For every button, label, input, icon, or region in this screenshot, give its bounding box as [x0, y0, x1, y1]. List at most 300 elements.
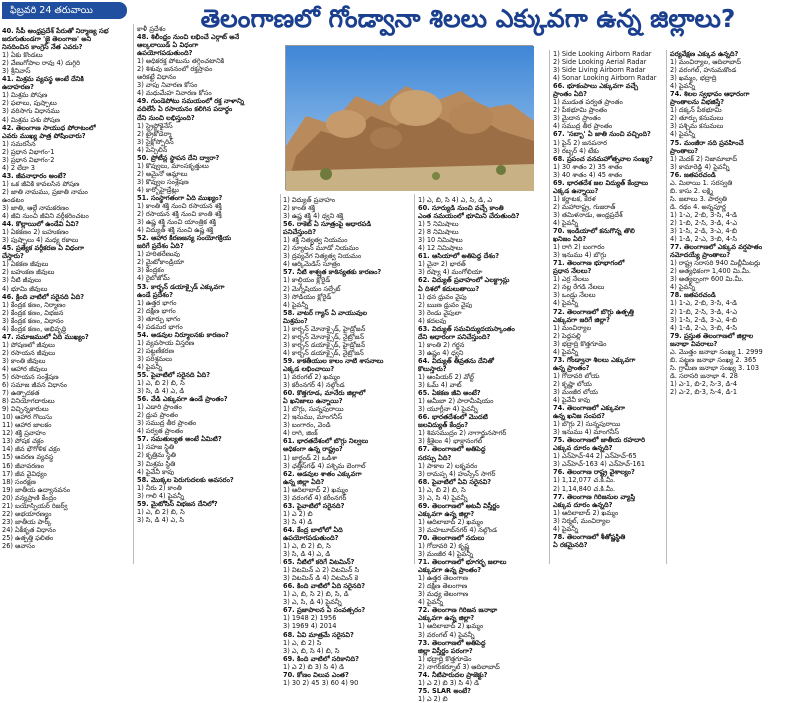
answer-option: 1) పోషణలో జీవులు: [2, 340, 55, 349]
question-text: 71. తెలంగాణ భూభాగంలో: [553, 259, 625, 268]
question-text: 69. భారతదేశ జల విద్యుత్ కేంద్రాలు: [553, 178, 649, 187]
answer-option: 3) ఎ, సి 4) పైవన్నీ: [418, 493, 468, 502]
question-text: ఖనిజం ఏది?: [553, 235, 587, 244]
answer-option: 1) ఎడారి ప్రాంతం: [137, 403, 182, 412]
answer-option: 3) నీటి జీవులు: [2, 276, 42, 285]
question-text: ఉండే ప్రదేశం?: [137, 290, 173, 299]
answer-option: సి. గ్రామీణ జనాభా సంఖ్య 3. 103: [670, 363, 760, 372]
question-text: ఉన్న జిల్లా ఏది?: [283, 477, 325, 486]
answer-option: 3) భద్రాద్రి కొత్తగూడెం: [553, 339, 607, 348]
answer-option: 3) ఎన్‌హెచ్-163 4) ఎన్‌హెచ్-161: [553, 460, 646, 469]
answer-option: 3) ప్రధాన విభాగం-2: [2, 155, 55, 164]
answer-option: 1) కేంద్రక కణం, నిర్మాణం: [2, 300, 66, 309]
answer-option: 2) మెగ్నీషియం సల్ఫేట్: [283, 284, 341, 293]
answer-option: 1) రాగి 2) బంగారం: [553, 243, 605, 252]
answer-option: 4) ఆహార జీవులు: [2, 364, 48, 373]
answer-option: 2) దక్షిణ తెలంగాణ: [418, 582, 468, 591]
answer-option: 2) వరంగల్, హనుమకొండ: [670, 66, 737, 75]
answer-option: 3) Side Living Airborn Radar: [553, 66, 646, 75]
question-text: చేస్తారు?: [2, 252, 24, 261]
question-text: 59. మైటోసిస్ విభజన దేనిలో?: [137, 499, 218, 508]
question-text: పర్యవేక్షణ ఎక్కువ ఉన్నది?: [670, 50, 739, 58]
answer-option: 2) పీఠభూమి ప్రాంతం: [553, 106, 608, 115]
answer-option: 2) అత్యధికంగా 1,400 మి.మీ.: [670, 267, 751, 276]
answer-option: 4) పెన్సిలిన్: [137, 145, 168, 154]
question-text: 78. తెలంగాణలో శీతోష్ణస్థితి: [553, 532, 626, 541]
question-text: కొలుస్తారు?: [418, 364, 447, 373]
answer-option: 23) జాతీయ పార్క్: [2, 517, 52, 526]
question-text: 65. ఏకకణ జీవి అంటే?: [418, 389, 481, 398]
question-text: 62. అడవుల శాతం ఎక్కువగా: [283, 469, 362, 478]
answer-option: 18) సంరక్షణ: [2, 477, 36, 486]
answer-option: 2) నాగర్‌కర్నూల్ 3) ఆదిలాబాద్: [418, 662, 500, 671]
answer-option: 4) పైవేవీ కావు: [553, 396, 591, 405]
answer-option: 1) జార్ఖండ్ 2) ఒడిశా: [283, 453, 338, 462]
answer-option: 2) అమైనో ఆమ్లాలు: [137, 169, 188, 178]
question-text: మిశ్రమం?: [283, 316, 308, 325]
answer-option: 2) ప్రధాన విభాగం-1: [2, 147, 55, 156]
answer-option: 3) వరంగల్ 4) కరీంనగర్: [283, 493, 347, 502]
question-text: ఉపయోగపడుతుంది?: [137, 49, 193, 58]
answer-option: 1) విటమిన్ ఎ 2) విటమిన్ సి: [283, 566, 360, 575]
answer-option: 3) మహబూబ్‌నగర్ 4) నల్గొండ: [418, 525, 497, 534]
question-text: ఎక్కువగా జరిగే జిల్లా?: [553, 315, 610, 324]
answer-option: 2) Side Looking Aerial Radar: [553, 58, 647, 67]
question-text: ఎక్కడ లభించాయి?: [283, 364, 335, 373]
answer-option: 3) కామారెడ్డి 4) పైవన్నీ: [670, 162, 730, 171]
question-text: ఎంత సమయంలో భూమిని చేరుతుంది?: [418, 212, 520, 221]
question-text: 53. కార్బన్ డయాక్సైడ్ ఎక్కువగా: [137, 282, 225, 291]
answer-option: 3) కార్బన్ డయాక్సైడ్, హైడ్రోజన్: [283, 340, 366, 349]
question-column-6: [670, 50, 798, 564]
question-column-5: [553, 50, 663, 564]
answer-option: 3) సైక్లోస్పోరిన్: [137, 137, 174, 146]
answer-option: 1) సమరసేన: [2, 139, 36, 148]
question-text: 49. గుండెపోటు సమయంలో రక్త నాళాన్ని: [137, 97, 245, 106]
question-text: 75. SLAR అంటే?: [418, 686, 471, 695]
answer-option: 3) తూర్పు భాగం: [137, 314, 181, 323]
answer-option: 1) చైనా 2) భారత్: [418, 260, 466, 269]
answer-option: 4) పైవన్నీ: [418, 598, 444, 607]
answer-option: 4) Sonar Looking Airborn Radar: [553, 74, 657, 83]
question-text: ఎక్కువగా ఉన్న ప్రాంతం?: [418, 566, 482, 575]
question-text: 68. పైవాటిలో ఏవి సరైనవి?: [418, 477, 492, 486]
answer-option: 3) పరిశ్రమలు: [137, 354, 173, 363]
question-text: 73. తెలంగాణలో అతిపెద్ద: [418, 638, 486, 647]
question-text: ఎక్కువగా ఉన్న జిల్లా?: [418, 614, 475, 623]
answer-option: 4) పైవన్నీ: [553, 347, 579, 356]
answer-option: 1) ఎ, బి 2) బి, సి: [418, 485, 466, 494]
answer-option: 1) ఎ, బి 2) బి, సి: [283, 542, 331, 551]
answer-option: 1) వ్యవసాయ విస్తరణ: [137, 338, 195, 347]
answer-option: 2) పట్టణీకరణ: [137, 346, 174, 355]
answer-option: 3) ఓమ్ 4) వాట్: [418, 381, 462, 390]
question-text: 46. క్రింది వాటిలో సరైనది ఏది?: [2, 292, 85, 301]
question-text: ప్రాంతాలు?: [670, 146, 699, 155]
question-text: ఎక్కడ ఉన్నాయి?: [553, 186, 599, 195]
question-text: జిల్లా విస్తీర్ణం పరంగా?: [418, 646, 473, 655]
question-text: 51. సంస్థాగతంగా ఏది ముఖ్యం?: [137, 193, 223, 202]
answer-option: 1) ఏకకణ జీవులు: [2, 260, 49, 269]
answer-option: 2) మహారాష్ట్ర, గుజరాత్: [553, 202, 616, 211]
answer-option: 3) పశ్చిమ కనుమలు: [670, 122, 724, 131]
answer-option: 1) Side Looking Airborn Radar: [553, 50, 652, 58]
answer-option: 1) మిశ్రమ పోషణ: [2, 91, 48, 100]
answer-option: 3) విటమిన్ డి 4) విటమిన్ కె: [283, 574, 359, 583]
answer-option: 2) 8 నిమిషాలు: [418, 228, 459, 237]
answer-option: 1) కాల్షియం క్లోరైడ్: [283, 276, 331, 285]
answer-option: 1) ఎ 2) బి: [418, 694, 448, 703]
question-text: 68. ఏవి మాత్రమే సరైనవి?: [283, 630, 354, 639]
question-text: ఎక్కువ దూరం ఉన్నది?: [553, 444, 613, 453]
question-text: 69. కింది వాటిలో సరికానిది?: [283, 654, 359, 663]
question-text: 59. కాకతీయుల కాలం నాటి శాసనాలు: [283, 356, 384, 365]
answer-option: 17) జీవ వైవిధ్యం: [2, 469, 47, 478]
answer-option: 3) మధ్య తెలంగాణ: [418, 590, 469, 599]
question-text: 41. మిశ్రమ వ్యవస్థ అంటే దేనికి: [2, 75, 84, 84]
answer-option: 4) పర్వత ప్రాంతం: [137, 427, 184, 436]
answer-option: 1) ఎ, బి, సి 4) ఎ, సి, డి, ఎ: [418, 196, 493, 204]
rock-formation-photo: [285, 45, 533, 190]
answer-option: 1) వరంగల్ 2) ఖమ్మం: [283, 373, 341, 382]
answer-option: 3) ఖమ్మం, భద్రాద్రి: [670, 74, 717, 83]
answer-option: 3) 10 నిమిషాలు: [418, 236, 463, 245]
answer-option: 4) పైవన్నీ: [553, 299, 579, 308]
answer-option: 3) కాంతి జీవులు: [2, 356, 46, 365]
answer-option: 3) కొవ్వుల సంశ్లేషణ: [137, 177, 189, 186]
question-text: ఎవరు ముఖ్య పాత్ర పోషించారు?: [2, 131, 86, 140]
answer-option: 3) రబ్బర్ 4) టేకు: [553, 146, 599, 155]
question-text: 75. తెలంగాణలో జాతీయ రహదారి: [553, 436, 646, 445]
question-text: 56. వేడి ఎక్కువగా ఉండే ప్రాంతం?: [137, 395, 228, 404]
question-text: 72. తెలంగాణ గిరిజన జనాభా: [418, 606, 498, 615]
question-text: 67. 'సబ్బా' ఏ జాతి నుంచి వచ్చింది?: [553, 130, 651, 139]
answer-option: 3) బంగారం, వెండి: [283, 421, 331, 430]
answer-option: కాళీ ప్రదేశం: [137, 25, 166, 33]
question-text: 56. రాకెట్ ఏ సూత్రంపై ఆధారపడి: [283, 220, 372, 229]
answer-option: 25) ఉత్పత్తి ఫలితం: [2, 533, 54, 542]
answer-option: 3) ఎ, సి, డి 4) పైవన్నీ: [283, 598, 342, 607]
answer-option: 5) రసాయన సంశ్లేషణ: [2, 373, 59, 382]
answer-option: 4) విద్యుత్ శక్తి నుంచి ఉష్ణ శక్తి: [137, 226, 214, 235]
answer-option: 2) బహుకణ జీవులు: [2, 268, 55, 277]
answer-option: 1) ఎ 2) బి 3) సి 4) డి: [283, 662, 345, 671]
question-text: వదిలేసే ఏ రసాయనం కలిగిన పదార్థం: [137, 105, 233, 114]
answer-option: బి. పట్టణ జనాభా సంఖ్య 2. 365: [670, 355, 757, 364]
question-text: 58. మొక్కల పెరుగుదలకు అవసరం?: [137, 475, 234, 484]
answer-option: 1) విద్యుత్ ప్రవాహం: [283, 196, 336, 204]
answer-option: 1) 1948 2) 1956: [283, 614, 337, 623]
answer-option: 8) వినియోగదారులు: [2, 397, 55, 406]
question-text: 55. పైవాటిలో సరైనది ఏది?: [137, 371, 211, 380]
answer-option: 1) ఆదిలాబాద్ 2) ఖమ్మం: [418, 622, 484, 631]
answer-option: 2) వేణుగోపాల రావు 4) దుగ్గిరి: [2, 59, 81, 68]
question-text: 43. జీవనాధారం అంటే?: [2, 171, 67, 180]
answer-option: 1) రాష్ట్ర సరాసరి 940 మిల్లీమీటర్లు: [670, 259, 761, 268]
question-text: 61. ఆసియాలో అతిపెద్ద దేశం?: [418, 252, 500, 261]
question-text: నినదించిన కాంగ్రెస్ నేత ఎవరు?: [2, 43, 83, 52]
answer-option: 1) 1,12,077 చ.కి.మీ.: [553, 476, 616, 485]
answer-option: 2) 1-బి, 2-సి, 3-డి, 4-ఎ: [670, 307, 738, 316]
answer-option: 3) ద్రవ్యవేగ నిత్యత్వ నియమం: [283, 252, 362, 261]
answer-option: 1) 1-ఎ, 2-బి, 3-సి, 4-డి: [670, 299, 738, 308]
question-text: 64. కేంద్ర బాలోలో ఏది: [283, 525, 343, 534]
answer-option: 3) మంజీర లోయ: [553, 387, 599, 396]
answer-option: 3) ఒండ్రు నేలలు: [553, 291, 596, 300]
answer-option: 4) భూమి జీవులు: [2, 284, 48, 293]
answer-option: 22) అభయారణ్యం: [2, 509, 52, 518]
answer-option: 1) పైన్ 2) జనపనార: [553, 138, 608, 147]
answer-option: 1) దక్కన్ పీఠభూమి: [670, 106, 722, 115]
answer-option: డి. సరాసరి జనాభా 4. 28: [670, 371, 738, 380]
answer-option: 1) మంచిర్యాల, ఆదిలాబాద్: [670, 58, 741, 67]
answer-option: 1) ఆదిలాబాద్ 2) ఖమ్మం: [553, 508, 619, 517]
question-text: 76. జతపరచండి: [670, 170, 716, 179]
answer-option: 3) 1-సి, 2-డి, 3-ఎ, 4-బి: [670, 315, 738, 324]
answer-option: 1) నీరు 2) కాంతి: [137, 483, 182, 492]
answer-option: ఎ. మొత్తం జనాభా సంఖ్య 1. 2999: [670, 347, 763, 356]
answer-option: 2) ఇనుము, మాంగనీస్: [283, 413, 343, 422]
answer-option: 1) 30 శాతం 2) 35 శాతం: [553, 162, 623, 171]
answer-option: 1) ఆదిలాబాద్ 2) ఖమ్మం: [418, 517, 484, 526]
answer-option: 4) సముద్ర తీర ప్రాంతం: [553, 122, 613, 131]
question-text: 40. సీపీ ఆంధ్రప్రదేశ్ పేరుతో నిర్మాణ్య సభ: [2, 27, 109, 35]
question-text: 74. తెలంగాణలో ఎక్కువగా: [553, 404, 625, 413]
question-text: 67. తెలంగాణలో అతిపెద్ద: [418, 445, 486, 454]
question-text: 70. ఇండియాలో కనుగొన్న తొలి: [553, 227, 635, 236]
question-text: దేని నుంచి లభిస్తుంది?: [137, 113, 195, 122]
answer-option: 1) 5 నిమిషాలు: [418, 220, 459, 229]
answer-option: 14) జీవ భౌగోళిక చక్రం: [2, 445, 61, 454]
answer-option: 3) సి, డి 4) ఎ, డి: [283, 550, 331, 559]
answer-option: 19) జాతీయ ఉద్యానవనం: [2, 485, 71, 494]
answer-option: 3) రష్యా 4) మంగోలియా: [418, 268, 483, 277]
answer-option: 1) కార్బన్ మోనాక్సైడ్, హైడ్రోజన్: [283, 324, 366, 333]
answer-option: 2) కేంద్రక కణం, విభజన: [2, 308, 64, 317]
question-text: 71. తెలంగాణలో భూగర్భ జలాలు: [418, 558, 507, 567]
question-text: 73. గోండ్వానా శిలలు ఎక్కువగా: [553, 355, 636, 364]
question-text: 57. సమతుల్యత అంటే ఏమిటి?: [137, 435, 222, 444]
question-text: 77. తెలంగాణలో ఎక్కువ వర్షపాతం: [670, 243, 763, 252]
answer-option: 1) ముడుత పర్వత ప్రాంతం: [553, 98, 623, 107]
answer-option: 3) వరంగల్ 4) పైవన్నీ: [418, 630, 475, 639]
question-text: 54. అడవుల నిర్మూలనకు కారణం?: [137, 330, 229, 339]
answer-option: 3) యూగ్లీనా 4) పైవన్నీ: [418, 405, 478, 414]
answer-option: 1) ఆదిలాబాద్ 2) ఖమ్మం: [283, 485, 349, 494]
answer-option: 1) ఆంపియర్ 2) వోల్ట్: [418, 373, 474, 382]
answer-option: 3) ఇనుము 4) బొగ్గు: [553, 251, 607, 260]
answer-option: 1) హరితరేణువు: [137, 250, 180, 259]
answer-option: 26) ఆవాసం: [2, 542, 35, 550]
answer-option: 4) పైవన్నీ: [670, 82, 696, 91]
question-text: 57. నీటి శాశ్వత కాఠిన్యతకు కారణం?: [283, 268, 382, 277]
answer-option: 4) పైవన్నీ: [137, 362, 163, 371]
question-text: 48. శిలీంధ్రం నుంచి లభించే ఎర్గాట్ అనే: [137, 33, 240, 42]
answer-option: 3) మిశ్రమ స్థితి: [137, 459, 176, 468]
answer-option: 2) న్యూటన్ మూడో నియమం: [283, 244, 359, 253]
answer-option: 1) శక్తి నిత్యత్వ నియమం: [283, 236, 348, 245]
answer-option: 4) 12 నిమిషాలు: [418, 244, 463, 253]
answer-option: 1) ఏకు కొండలు: [2, 51, 43, 60]
answer-option: 24) ఏకీకృత విధానం: [2, 525, 56, 534]
answer-option: 4) 1-డి, 2-ఎ, 3-బి, 4-సి: [670, 323, 738, 332]
question-column-1: [2, 27, 130, 565]
question-text: పనిచేస్తుంది?: [283, 228, 317, 237]
answer-option: 1) ఉత్తర తెలంగాణ: [418, 574, 468, 583]
answer-option: 1) ఎ, బి, సి 2) బి, సి, డి: [283, 590, 349, 599]
answer-option: 3) ఛత్తీస్‌గఢ్ 4) పశ్చిమ బెంగాల్: [283, 461, 366, 470]
answer-option: 6) సమాజ జీవన విధానం: [2, 381, 68, 390]
answer-option: 3) ఉష్ణ శక్తి నుంచి యాంత్రిక శక్తి: [137, 218, 217, 227]
answer-option: 3) 1-సి, 2-డి, 3-ఎ, 4-బి: [670, 227, 738, 236]
answer-option: 1) 30 2) 45 3) 60 4) 90: [283, 678, 359, 687]
answer-option: 4) కేంద్రక కణం, అభివృద్ధి: [2, 324, 67, 333]
answer-option: 4) కార్బన్ డయాక్సైడ్, నైట్రోజన్: [283, 348, 364, 357]
question-text: 75. మంజీరా నది ప్రవహించే: [670, 138, 744, 147]
question-text: జరిగే ప్రదేశం ఏది?: [137, 242, 184, 251]
answer-option: 2) ట్రైకోడెర్మా: [137, 129, 172, 138]
answer-option: 1) సహజ స్థితి: [137, 443, 175, 452]
question-text: 67. ప్రజాపాలన ఏ సంవత్సరం?: [283, 606, 366, 615]
answer-option: 4) పైవన్నీ: [553, 218, 579, 227]
answer-option: 1) అధికరక్త పోటును తగ్గించటానికి: [137, 57, 225, 66]
answer-option: 4) మధుమేహ నివారణ కోసం: [137, 89, 212, 98]
answer-option: 2) రసాయన జీవులు: [2, 348, 56, 357]
answer-option: 3) ఇనుము 4) మాంగనీస్: [553, 428, 619, 437]
answer-option: బి. కాసు 2. లక్ష్మి: [670, 186, 714, 195]
answer-option: 3) 1969 4) 2014: [283, 622, 337, 631]
answer-option: 12) శక్తి ప్రవాహం: [2, 429, 46, 438]
answer-option: 2) శిశువు జననంలో రక్తస్రావం: [137, 65, 213, 74]
answer-option: 2) రసాయన శక్తి నుంచి కాంతి శక్తి: [137, 210, 222, 219]
answer-option: 1) కాంతి 2) గర్జన: [418, 340, 465, 349]
answer-option: 11) ఆహార జాలకం: [2, 421, 52, 430]
answer-option: 3) 40 శాతం 4) 45 శాతం: [553, 170, 623, 179]
answer-option: 1) గోదావరి లోయ: [553, 371, 600, 380]
answer-option: 1) 1-ఎ, 2-బి, 3-సి, 4-డి: [670, 210, 738, 219]
answer-option: 4) మిశ్రమ పశు పోషణ: [2, 115, 61, 124]
question-text: 76. తెలంగాణ రాష్ట్ర వైశాల్యం?: [553, 468, 635, 477]
question-text: 70. కోణం విలువ ఎంత?: [283, 670, 349, 679]
answer-option: 3) మైదాన ప్రాంతం: [553, 114, 601, 123]
question-text: 63. విద్యుత్ సమవిద్యుదయస్కాంతం: [418, 324, 515, 333]
answer-option: 3) కేంద్రకం: [137, 266, 165, 275]
question-text: 45. ప్రత్యేక వర్గీకరణ ఏ విధంగా: [2, 244, 84, 253]
answer-option: 1) పాకాల 2) లక్నవరం: [418, 461, 478, 470]
question-text: 66. కింది వాటిలో ఏది సరైనది?: [283, 582, 366, 591]
answer-option: 2) జాతి నామము, ప్రజాతి నామం: [2, 187, 88, 196]
question-text: ఎక్కువ దూరం ఉన్నది?: [553, 500, 613, 509]
answer-option: 3) ఉష్ణం 4) ధ్వని: [418, 348, 464, 357]
answer-option: 9) విచ్ఛిన్నకారులు: [2, 405, 49, 414]
question-text: 58. వాటర్ గ్యాస్ ఏ వాయువుల: [283, 308, 368, 317]
answer-option: 4) రాగి, జింక్: [283, 429, 318, 438]
question-text: సరస్సు ఏది?: [418, 453, 452, 462]
question-text: ఏ దిశలో కదులుతాయి?: [418, 284, 480, 293]
answer-option: 1) ఎ 2) బి: [283, 509, 313, 518]
question-text: 77. తెలంగాణ గిరిజనుల వ్యాప్తి: [553, 492, 636, 501]
answer-option: 3) సి, డి 4) ఎ, డి: [137, 387, 185, 396]
question-text: 69. తెలంగాణలో అటవీ విస్తీర్ణం: [418, 501, 500, 510]
question-text: ఏ ఖనిజాలు ఉన్నాయి?: [283, 397, 343, 406]
question-text: 47. సమాజములో ఏది ముఖ్యం?: [2, 332, 89, 341]
answer-option: 4) పైవేవీ కావు: [137, 467, 175, 476]
question-text: 61. భారతదేశంలో బొగ్గు నిల్వలు: [283, 437, 369, 446]
answer-option: 1) కొవ్వులు, మాంసకృత్తులు: [137, 161, 209, 170]
answer-option: డి. రథం 4. అన్నపూర్ణ: [670, 202, 726, 211]
answer-option: 1) భద్రాద్రి కొత్తగూడెం: [418, 654, 472, 663]
answer-option: 2) ఫలాలు, పుష్పాలు: [2, 99, 57, 108]
answer-option: 2) కృష్ణా లోయ: [553, 379, 592, 388]
answer-option: 1) కాంతి శక్తి నుంచి రసాయన శక్తి: [137, 202, 222, 211]
answer-option: 10) ఆహార గొలుసు: [2, 413, 53, 422]
question-text: జలవిద్యుత్ కేంద్రం?: [418, 421, 469, 430]
answer-option: 1) ఎ, బి 2) బి, సి: [137, 379, 185, 388]
answer-option: 3) ఎ, బి, సి 4) బి, సి: [283, 646, 340, 655]
answer-option: 1) అమీబా 2) పారామీషియం: [418, 397, 494, 406]
answer-option: 4) రైబోజోమ్: [137, 274, 170, 283]
question-text: జనాభా వివరాలు?: [670, 339, 718, 348]
question-text: ప్రాంతాలను విభజిస్తే?: [670, 98, 725, 107]
answer-option: 3) వరిసాగు విధానము: [2, 107, 60, 116]
question-text: ప్రధాన నేలలు?: [553, 267, 592, 276]
answer-option: 2) కాంతి శక్తి: [283, 204, 316, 213]
question-text: 60. సూర్యుడి నుంచి వచ్చే కాంతి: [418, 204, 504, 213]
answer-option: 1) మంచిర్యాల: [553, 323, 592, 332]
answer-option: 4) ఆర్కిమెడిస్ సూత్రం: [283, 260, 341, 269]
answer-option: 3) నిర్మల్, మంచిర్యాల: [553, 516, 610, 525]
question-text: జరుగుతుండగా 'జై తెలంగాణ' అని: [2, 35, 92, 44]
answer-option: 1) ఎ, బి 2) బి, సి: [137, 507, 185, 516]
answer-option: 20) వన్యప్రాణి కేంద్రం: [2, 493, 57, 502]
page-headline: తెలంగాణలో గోండ్వానా శిలలు ఎక్కువగా ఉన్న జిల్లాలు?: [200, 4, 736, 33]
answer-option: 3) శ్రీశైలం 4) భాక్రానంగల్: [418, 437, 483, 446]
answer-option: 1) ఏకకణం 2) బహుకణం: [2, 228, 69, 237]
answer-option: 4) కదలవు: [418, 316, 447, 325]
answer-option: 1) బొగ్గు 2) సున్నపురాయి: [553, 420, 621, 429]
answer-option: 2) ఋణ ధ్రువం వైపు: [418, 300, 473, 309]
answer-option: 2) ధ్రువ ప్రాంతం: [137, 411, 179, 420]
answer-option: 1) కర్ణాటక, కేరళ: [553, 194, 596, 203]
answer-option: 2) పెద్దపల్లి: [553, 331, 581, 340]
question-text: ఏ రకమైనది?: [553, 540, 588, 549]
answer-option: 3) పుష్పాలు 4) మధ్య రకాలు: [2, 236, 79, 245]
question-column-3: [283, 196, 411, 687]
answer-option: 2) తూర్పు కనుమలు: [670, 114, 724, 123]
question-text: 74. నీటిపారుదల ప్రాజెక్టు?: [418, 670, 488, 679]
question-text: ఉన్న ఖనిజ సంపద?: [553, 412, 606, 421]
answer-option: 4) జీవి నుంచి జీవిని వర్గీకరించటం: [2, 212, 89, 221]
answer-option: 4) 2 లేదా 3: [2, 163, 35, 172]
question-text: 66. భూకంపాలు ఎక్కువగా వచ్చే: [553, 82, 639, 91]
answer-option: 4) పైవన్నీ: [283, 300, 309, 309]
answer-option: 2) కృత్రిమ స్థితి: [137, 451, 176, 460]
question-text: 64. విద్యుత్ తీవ్రతను దేనితో: [418, 356, 494, 365]
question-text: 65. నీటిలో కరిగే విటమిన్?: [283, 558, 355, 567]
sandstone-rocks-illustration: [286, 46, 534, 191]
answer-option: 7) ఉత్పాదకత: [2, 389, 40, 398]
question-text: ఆల్కలాయిడ్ ఏ విధంగా: [137, 41, 199, 50]
answer-option: 4) కార్బోహైడ్రేట్లు: [137, 185, 179, 194]
answer-option: 2) మైటోకాండ్రియా: [137, 258, 185, 267]
answer-option: 3) మంజీర 4) పైవన్నీ: [418, 550, 474, 559]
answer-option: 1) ఉత్తర భాగం: [137, 298, 177, 307]
answer-option: 3) తమిళనాడు, ఆంధ్రప్రదేశ్: [553, 210, 623, 219]
answer-option: 4) 1-డి, 2-ఎ, 3-బి, 4-సి: [670, 235, 738, 244]
question-text: అధికంగా ఉన్న రాష్ట్రం?: [283, 445, 343, 454]
answer-option: 3) కేంద్రక కణం, విధానం: [2, 316, 64, 325]
answer-option: ఉండటం: [2, 195, 24, 204]
